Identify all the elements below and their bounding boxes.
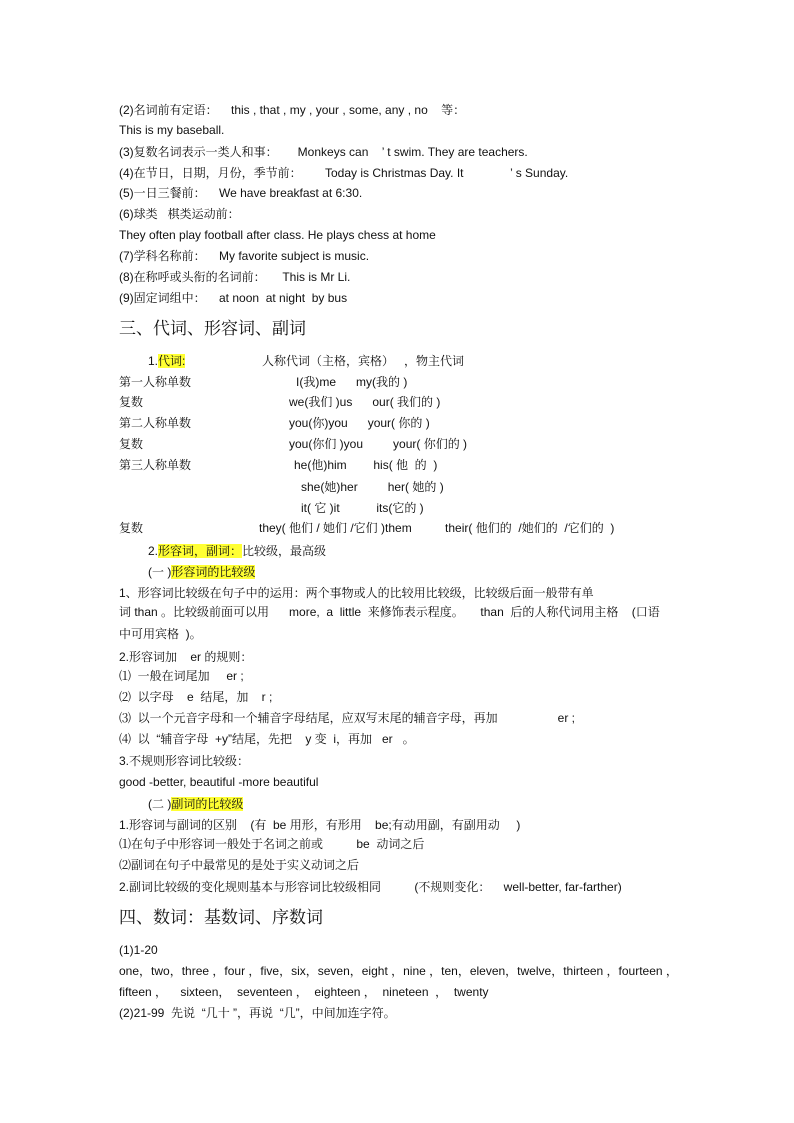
table-value: it( 它 )it its(它的 ) [301, 501, 424, 515]
text-line: ⑵ 以字母 e 结尾，加 r ; [119, 690, 273, 704]
table-value: she(她)her her( 她的 ) [301, 480, 444, 494]
text-line: ⑶ 以一个元音字母和一个辅音字母结尾，应双写末尾的辅音字母，再加 er ; [119, 711, 576, 725]
table-value: I(我)me my(我的 ) [296, 375, 408, 389]
text-line: ⑴在句子中形容词一般处于名词之前或 be 动词之后 [119, 837, 425, 851]
text-line: 2.副词比较级的变化规则基本与形容词比较级相同 (不规则变化： well-better, far-farther) [119, 880, 622, 894]
text-line: 中可用宾格 )。 [119, 627, 202, 641]
text-line: 人称代词（主格，宾格） ，物主代词 [262, 354, 465, 368]
table-label: 第二人称单数 [119, 416, 192, 430]
section-heading: 四、数词：基数词、序数词 [119, 908, 323, 928]
table-value: we(我们 )us our( 我们的 ) [289, 395, 441, 409]
table-value: they( 他们 / 她们 /它们 )them their( 他们的 /她们的 /它们的 ) [259, 521, 615, 535]
text-line: This is my baseball. [119, 123, 225, 137]
text-line: (6)球类 棋类运动前： [119, 207, 240, 221]
highlight: 代词: [158, 354, 186, 368]
text-line: (7)学科名称前： My favorite subject is music. [119, 249, 370, 263]
text-line: fifteen ， sixteen， seventeen ， eighteen ， nineteen ， twenty [119, 985, 489, 999]
table-value: he(他)him his( 他 的 ) [294, 458, 438, 472]
text-line: 1.代词: [148, 354, 186, 368]
text-line: They often play football after class. He plays chess at home [119, 228, 436, 242]
text-line: (1)1-20 [119, 943, 158, 957]
text-line: 2.形容词，副词：比较级，最高级 [148, 544, 327, 558]
text-line: 1、形容词比较级在句子中的运用：两个事物或人的比较用比较级，比较级后面一般带有单 [119, 586, 594, 600]
highlight: 形容词，副词： [158, 544, 243, 558]
text-line: (8)在称呼或头衔的名词前： This is Mr Li. [119, 270, 351, 284]
text-line: (一 )形容词的比较级 [148, 565, 256, 579]
text-line: (2)名词前有定语： this , that , my , your , some, any , no 等： [119, 103, 466, 117]
text-line: 2.形容词加 er 的规则： [119, 650, 253, 664]
text-line: 词 than 。比较级前面可以用 more, a little 来修饰表示程度。 than 后的人称代词用主格 (口语 [119, 605, 660, 619]
section-heading: 三、代词、形容词、副词 [119, 319, 306, 339]
table-label: 复数 [119, 437, 144, 451]
text-line: 3.不规则形容词比较级： [119, 754, 250, 768]
text-line: (5)一日三餐前： We have breakfast at 6:30. [119, 186, 363, 200]
table-label: 第一人称单数 [119, 375, 192, 389]
table-value: you(你们 )you your( 你们的 ) [289, 437, 468, 451]
text-line: ⑴ 一般在词尾加 er ; [119, 669, 244, 683]
table-label: 复数 [119, 521, 144, 535]
text-line: (3)复数名词表示一类人和事： Monkeys can ’ t swim. They are teachers. [119, 145, 528, 159]
text-line: ⑵副词在句子中最常见的是处于实义动词之后 [119, 858, 360, 872]
table-value: you(你)you your( 你的 ) [289, 416, 430, 430]
text-line: 1.形容词与副词的区别 (有 be 用形，有形用 be;有动用副，有副用动 ) [119, 818, 521, 832]
text-line: (2)21-99 先说 “几十 ”，再说 “几”，中间加连字符。 [119, 1006, 396, 1020]
highlight: 形容词的比较级 [171, 565, 256, 579]
text-line: (4)在节日，日期，月份，季节前： Today is Christmas Day. It ’ s Sunday. [119, 166, 569, 180]
text-line: (二 )副词的比较级 [148, 797, 244, 811]
text-line: (9)固定词组中： at noon at night by bus [119, 291, 348, 305]
table-label: 第三人称单数 [119, 458, 192, 472]
text-line: good -better, beautiful -more beautiful [119, 775, 319, 789]
text-line: ⑷ 以 “辅音字母 +y”结尾，先把 y 变 i，再加 er 。 [119, 732, 415, 746]
table-label: 复数 [119, 395, 144, 409]
text-line: one，two，three ，four ，five，six，seven，eight ，nine ，ten，eleven，twelve，thirteen ，fourteen ， [119, 964, 678, 978]
highlight: 副词的比较级 [171, 797, 244, 811]
